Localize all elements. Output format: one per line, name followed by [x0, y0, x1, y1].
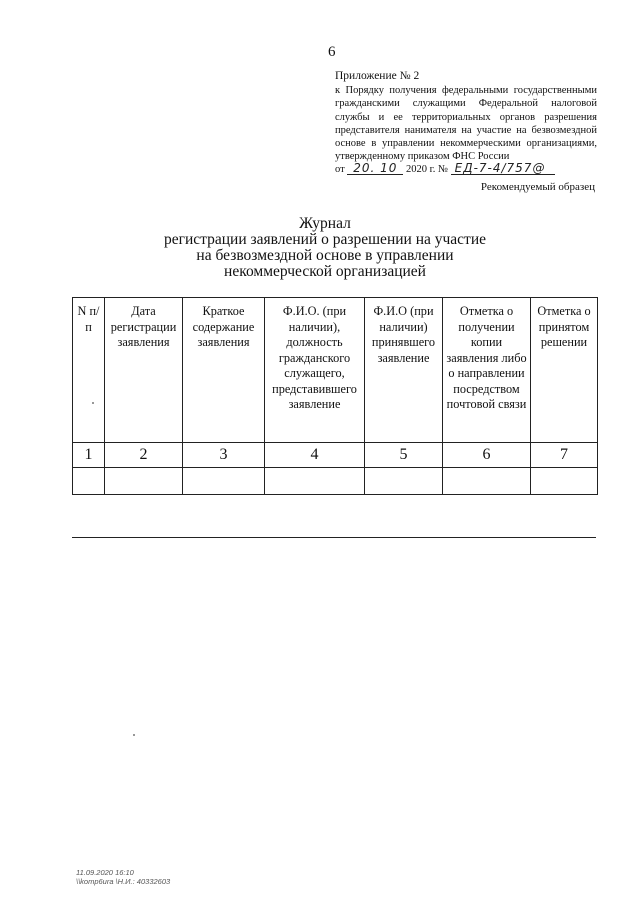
header-cell: Ф.И.О. (при наличии), должность гражданского служащего, представившего заявление — [265, 298, 365, 443]
header-cell: Отметка о получении копии заявления либо о направлении посредством почтовой связи — [443, 298, 531, 443]
title-line: Журнал — [299, 215, 351, 232]
column-number: 5 — [365, 443, 443, 468]
appendix-block — [335, 70, 597, 177]
title-line: некоммерческой организацией — [224, 263, 426, 280]
header-cell: Отметка о принятом решении — [531, 298, 598, 443]
footer-line: 11.09.2020 16:10 — [76, 868, 134, 877]
column-number: 4 — [265, 443, 365, 468]
table-cell — [531, 468, 598, 495]
column-number: 6 — [443, 443, 531, 468]
order-line — [335, 163, 597, 176]
order-prefix: от — [335, 164, 345, 176]
table-number-row — [73, 443, 598, 468]
column-number: 1 — [73, 443, 105, 468]
table-cell — [365, 468, 443, 495]
appendix-title: Приложение № 2 — [335, 70, 420, 82]
horizontal-rule — [72, 537, 596, 538]
header-cell: N п/п — [73, 298, 105, 443]
scan-speck — [133, 734, 135, 736]
footer-line: \\komp6ura \Н.И.: 40332603 — [76, 877, 171, 886]
table-cell — [183, 468, 265, 495]
table-cell — [73, 468, 105, 495]
header-cell: Краткое содержание заявления — [183, 298, 265, 443]
order-number-label: № — [437, 164, 448, 176]
column-number: 3 — [183, 443, 265, 468]
table-cell — [443, 468, 531, 495]
appendix-text: к Порядку получения федеральными государственными гражданскими служащими Федеральной налоговой службы и ее территориальных органов разрешения представителя нанимателя на участие на безвозмездной основе в управлении некоммерческими организациями, утвержденному приказом ФНС России — [335, 85, 597, 163]
order-number-handwritten: ЕД-7-4/757@ — [451, 163, 555, 175]
table-header-row — [73, 298, 598, 443]
table-cell — [105, 468, 183, 495]
table-cell — [265, 468, 365, 495]
order-date-handwritten: 20. 10 — [347, 163, 403, 175]
column-number: 7 — [531, 443, 598, 468]
page-number: 6 — [328, 44, 336, 60]
title-line: на безвозмездной основе в управлении — [196, 247, 454, 264]
recommended-sample-label: Рекомендуемый образец — [480, 181, 595, 193]
scan-speck — [92, 402, 94, 404]
column-number: 2 — [105, 443, 183, 468]
table-empty-row — [73, 468, 598, 495]
document-title — [100, 216, 550, 280]
header-cell: Дата регистрации заявления — [105, 298, 183, 443]
title-line: регистрации заявлений о разрешении на участие — [163, 231, 487, 248]
header-cell: Ф.И.О (при наличии) принявшего заявление — [365, 298, 443, 443]
order-year: 2020 г. — [405, 164, 436, 176]
footer-stamp — [76, 868, 170, 886]
journal-table — [72, 297, 598, 495]
